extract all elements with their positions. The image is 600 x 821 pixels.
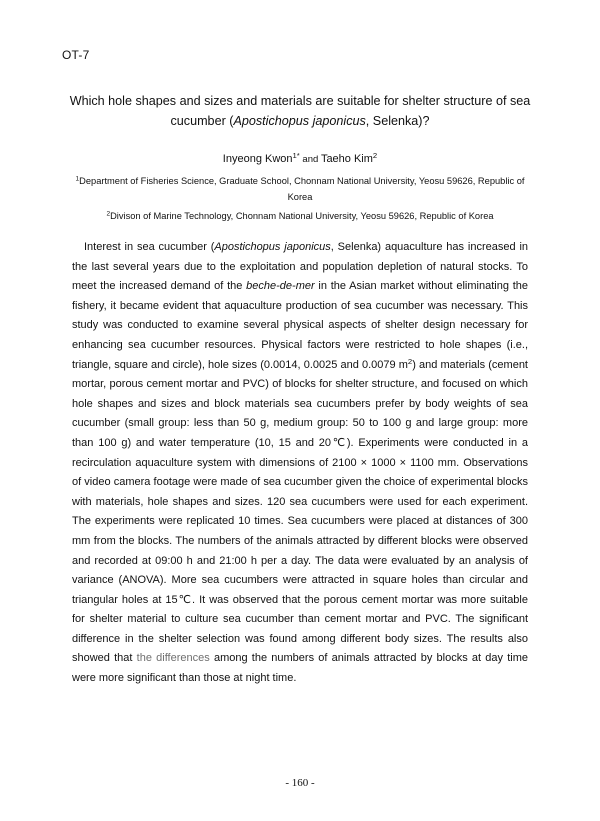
abstract-beche-de-mer: beche-de-mer [246, 280, 315, 293]
page-number: - 160 - [285, 777, 315, 789]
affiliation-1-text: Department of Fisheries Science, Graduate School, Chonnam National University, Yeosu 59626, Republic of Korea [79, 176, 525, 202]
title-line-2-post: , Selenka)? [365, 114, 430, 128]
author-1-marker: 1* [292, 150, 300, 160]
affiliations [65, 173, 535, 224]
abstract-text-4: ) and materials (cement mortar, porous cement mortar and PVC) of blocks for shelter structure, and focused on which hole shapes and sizes and block materials sea cucumbers prefer by body weights of sea cucumber (small group: less than 50 g, medium group: 50 to 100 g and large group: more than 100 g) and water temperature (10, 15 and 20℃). Experiments were conducted in a recirculation aquaculture system with dimensions of 2100 × 1000 × 1100 mm. Observations of video camera footage were made of sea cucumber given the choice of experimental blocks with materials, hole shapes and sizes. 120 sea cucumbers were used for each experiment. The experiments were replicated 10 times. Sea cucumbers were placed at distances of 300 mm from the blocks. The numbers of the animals attracted by different blocks were observed and recorded at 09:00 h and 21:00 h per a day. The data were evaluated by an analysis of variance (ANOVA). More sea cucumbers were attracted in square holes than circular and triangular holes at 15℃. It was observed that the porous cement mortar was more suitable for shelter material to culture sea cucumber than cement mortar and PVC. The significant difference in the shelter selection was found among different body sizes. The results also showed that [72, 358, 528, 665]
affiliation-2-marker: 2 [106, 210, 111, 218]
abstract-text-3: in the Asian market without eliminating the fishery, it became evident that aquaculture production of sea cucumber was necessary. This study was conducted to examine several physical aspects of shelter design necessary for enhancing sea cucumber resources. Physical factors were restricted to hole shapes (i.e., triangle, square and circle), hole sizes (0.0014, 0.0025 and 0.0079 m [72, 280, 528, 371]
affiliation-2-text: Divison of Marine Technology, Chonnam National University, Yeosu 59626, Republic of Korea [110, 211, 494, 221]
abstract-highlighted-phrase: the differences [136, 652, 210, 665]
abstract-species-name: Apostichopus japonicus [214, 241, 331, 253]
affiliation-1-marker: 1 [75, 175, 80, 183]
title-species-name: Apostichopus japonicus [233, 114, 366, 128]
paper-title [60, 91, 540, 131]
author-list [0, 150, 600, 165]
author-1-name: Inyeong Kwon [222, 153, 293, 165]
session-code: OT-7 [62, 48, 90, 62]
abstract-text-2: , Selenka) aquaculture has increased in the last several years due to the exploitation and population depletion of natural stocks. To meet the increased demand of the [72, 241, 529, 293]
title-line-1: Which hole shapes and sizes and materials are suitable for shelter structure of sea [69, 94, 531, 108]
abstract-body [72, 238, 528, 689]
affiliation-2 [65, 208, 535, 224]
author-2-name: Taeho Kim [320, 153, 373, 165]
title-line-2-pre: cucumber ( [170, 114, 234, 128]
author-connector: and [299, 154, 321, 165]
abstract-unit-superscript: 2 [407, 356, 413, 366]
abstract-text-1: Interest in sea cucumber ( [84, 241, 215, 253]
author-2-marker: 2 [372, 150, 378, 160]
abstract-text-5: among the numbers of animals attracted by blocks at day time were more significant than those at night time. [72, 652, 528, 685]
affiliation-1 [65, 173, 535, 205]
